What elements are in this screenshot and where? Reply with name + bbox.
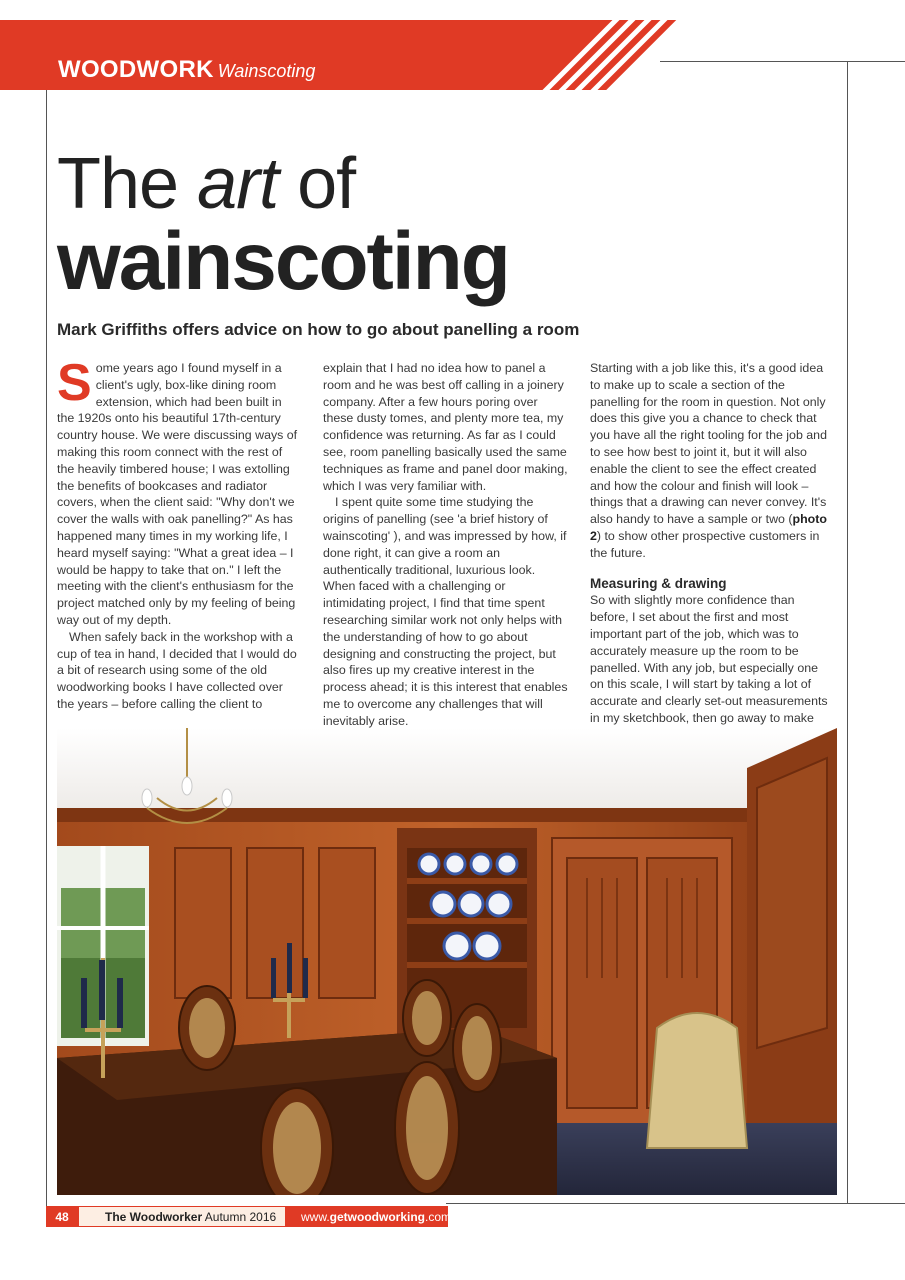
- subheading: Measuring & drawing: [590, 575, 727, 591]
- headline-line2: wainscoting: [57, 216, 509, 307]
- issue-date: Autumn 2016: [202, 1209, 277, 1224]
- website-link[interactable]: www. getwoodworking .com: [286, 1206, 448, 1227]
- body-paragraph: ome years ago I found myself in a client's ugly, box-like dining room extension, which had been built in the 1920s onto his beautiful 17th-century country house. We were discussing ways of making this room connect with the rest of the heavily timbered house; I was extolling the benefits of bookcases and radiator covers, when the client said: "Why don't we cover the walls with oak panelling?" As has happened many times in my working life, I heard myself saying: "What a great idea – I would be happy to take that on." I left the meeting with the client's enthusiasm for the project matched only by my feeling of being way out of my depth.: [57, 361, 298, 627]
- frame-top-line: [660, 61, 905, 62]
- headline-line1: The art of: [57, 144, 356, 224]
- section-label: [58, 56, 315, 84]
- body-column-3: [590, 360, 835, 727]
- page-number: 48: [46, 1206, 78, 1227]
- body-column-2: [323, 360, 568, 730]
- magazine-name: The Woodworker: [105, 1209, 203, 1224]
- magazine-issue: [78, 1206, 286, 1227]
- photo-reference: photo 2: [590, 512, 827, 543]
- section-subtitle: Wainscoting: [217, 61, 316, 81]
- headline: [57, 144, 617, 307]
- frame-bottom-line: [446, 1203, 905, 1204]
- body-column-1: [57, 354, 302, 713]
- page-footer: [46, 1206, 452, 1227]
- dining-room-photo: [57, 728, 837, 1195]
- body-paragraph: So with slightly more confidence than before, I set about the first and most important part of the job, which was to accurately measure up the room to be panelled. With any job, but especially one on this scale, I will start by taking a lot of accurate and clearly set-out measurements in my sketchbook, then go away to make: [590, 593, 828, 725]
- body-paragraph: When safely back in the workshop with a cup of tea in hand, I decided that I would do a bit of research using some of the old woodworking books I have collected over the years – before calling the client to: [57, 629, 297, 711]
- drop-cap: S: [57, 354, 92, 412]
- headline-italic: art: [197, 144, 279, 224]
- section-kicker: WOODWORK: [58, 56, 214, 83]
- standfirst: Mark Griffiths offers advice on how to go about panelling a room: [57, 320, 580, 339]
- body-paragraph: Starting with a job like this, it's a good idea to make up to scale a section of the panelling for the room in question. Not only does this give you a chance to check that you have all the right tooling for the job and to see how best to joint it, but it will also enable the client to see the effect created and how the colour and finish will look – things that a drawing can never convey. It's also handy to have a sample or two (photo 2) to show other prospective customers in the future.: [590, 361, 827, 560]
- frame-right-line: [847, 61, 848, 1203]
- body-paragraph: I spent quite some time studying the origins of panelling (see 'a brief history of wainscoting' ), and was impressed by how, if done right, it can give a room an authentically traditional, luxurious look. When faced with a challenging or intimidating project, I find that time spent researching similar work not only helps with the understanding of how to go about designing and constructing the project, but also fires up my creative interest in the process ahead; it is this interest that enables me to overcome any challenges that will inevitably arise.: [323, 495, 568, 728]
- frame-left-line: [46, 90, 47, 1206]
- body-paragraph: explain that I had no idea how to panel a room and he was best off calling in a joinery company. After a few hours poring over these dusty tomes, and plenty more tea, my confidence was returning. As far as I could see, room panelling basically used the same techniques as frame and panel door making, which I was very familiar with.: [323, 361, 568, 493]
